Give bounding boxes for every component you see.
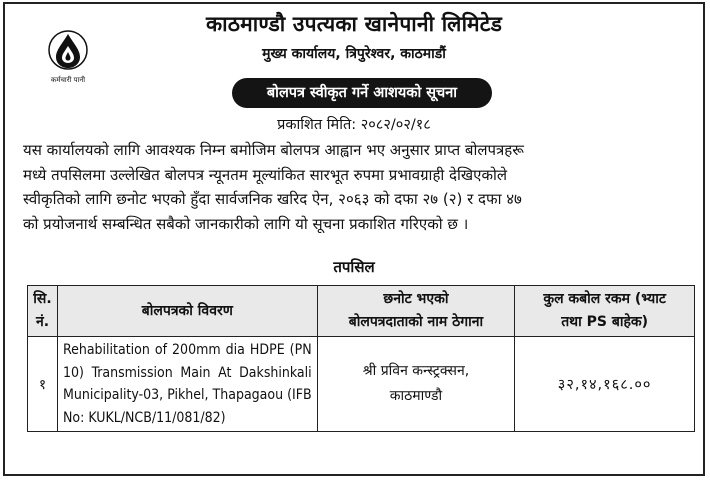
row-amount: ३२,१४,१६८.००	[515, 337, 695, 432]
header-sn-line2: नं.	[35, 314, 50, 330]
logo-caption: कर्मचारी पानी	[50, 76, 86, 84]
notice-frame	[3, 2, 705, 476]
body-line: मध्ये तपसिलमा उल्लेखित बोलपत्र न्यूनतम मूल्यांकित सारभूत रुपमा प्रभावग्राही देखिएकोले	[23, 165, 508, 184]
schedule-table	[27, 285, 695, 432]
schedule-title: तपसिल	[333, 258, 375, 276]
table-row	[28, 337, 695, 432]
organization-name: काठमाण्डौ उपत्यका खानेपानी लिमिटेड	[205, 12, 503, 36]
header-selected-line1: छनोट भएको	[383, 291, 449, 307]
header-selected-line2: बोलपत्रदाताको नाम ठेगाना	[348, 314, 484, 330]
header-serial-number	[28, 286, 58, 337]
body-line: को प्रयोजनार्थ सम्बन्धित सबैको जानकारीको लागि यो सूचना प्रकाशित गरिएको छ ।	[23, 214, 469, 233]
row-bidder	[317, 337, 515, 432]
notice-title-banner: बोलपत्र स्वीकृत गर्ने आशयको सूचना	[232, 78, 492, 108]
body-line: स्वीकृतिको लागि छनोट भएको हुँदा सार्वजनिक खरिद ऐन, २०६३ को दफा २७ (२) र दफा ४७	[23, 190, 522, 208]
header-description: बोलपत्रको विवरण	[57, 286, 317, 337]
body-line: यस कार्यालयको लागि आवश्यक निम्न बमोजिम बोलपत्र आह्वान भए अनुसार प्राप्त बोलपत्रहरू	[23, 141, 524, 159]
row-bidder-name: श्री प्रविन कन्स्ट्रक्सन,	[362, 363, 470, 379]
notice-body	[23, 138, 691, 236]
organization-address: मुख्य कार्यालय, त्रिपुरेश्वर, काठमाडौं	[262, 46, 446, 62]
header-amount-line2: तथा PS बाहेक)	[561, 314, 649, 330]
table-header-row	[28, 286, 695, 337]
row-serial-number: १	[28, 337, 58, 432]
header-total-amount	[515, 286, 695, 337]
row-description: Rehabilitation of 200mm dia HDPE (PN 10) Transmission Main At Dakshinkali Municipality-03, Pikhel, Thapagaou (IFB No: KUKL/NCB/11/081/82)	[57, 337, 317, 432]
publish-date: प्रकाशित मिति: २०८२/०२/१८	[277, 117, 431, 133]
header-selected-bidder	[317, 286, 515, 337]
header-sn-line1: सि.	[33, 291, 52, 307]
header-amount-line1: कुल कबोल रकम (भ्याट	[543, 291, 666, 307]
row-bidder-address: काठमाण्डौ	[389, 388, 443, 404]
